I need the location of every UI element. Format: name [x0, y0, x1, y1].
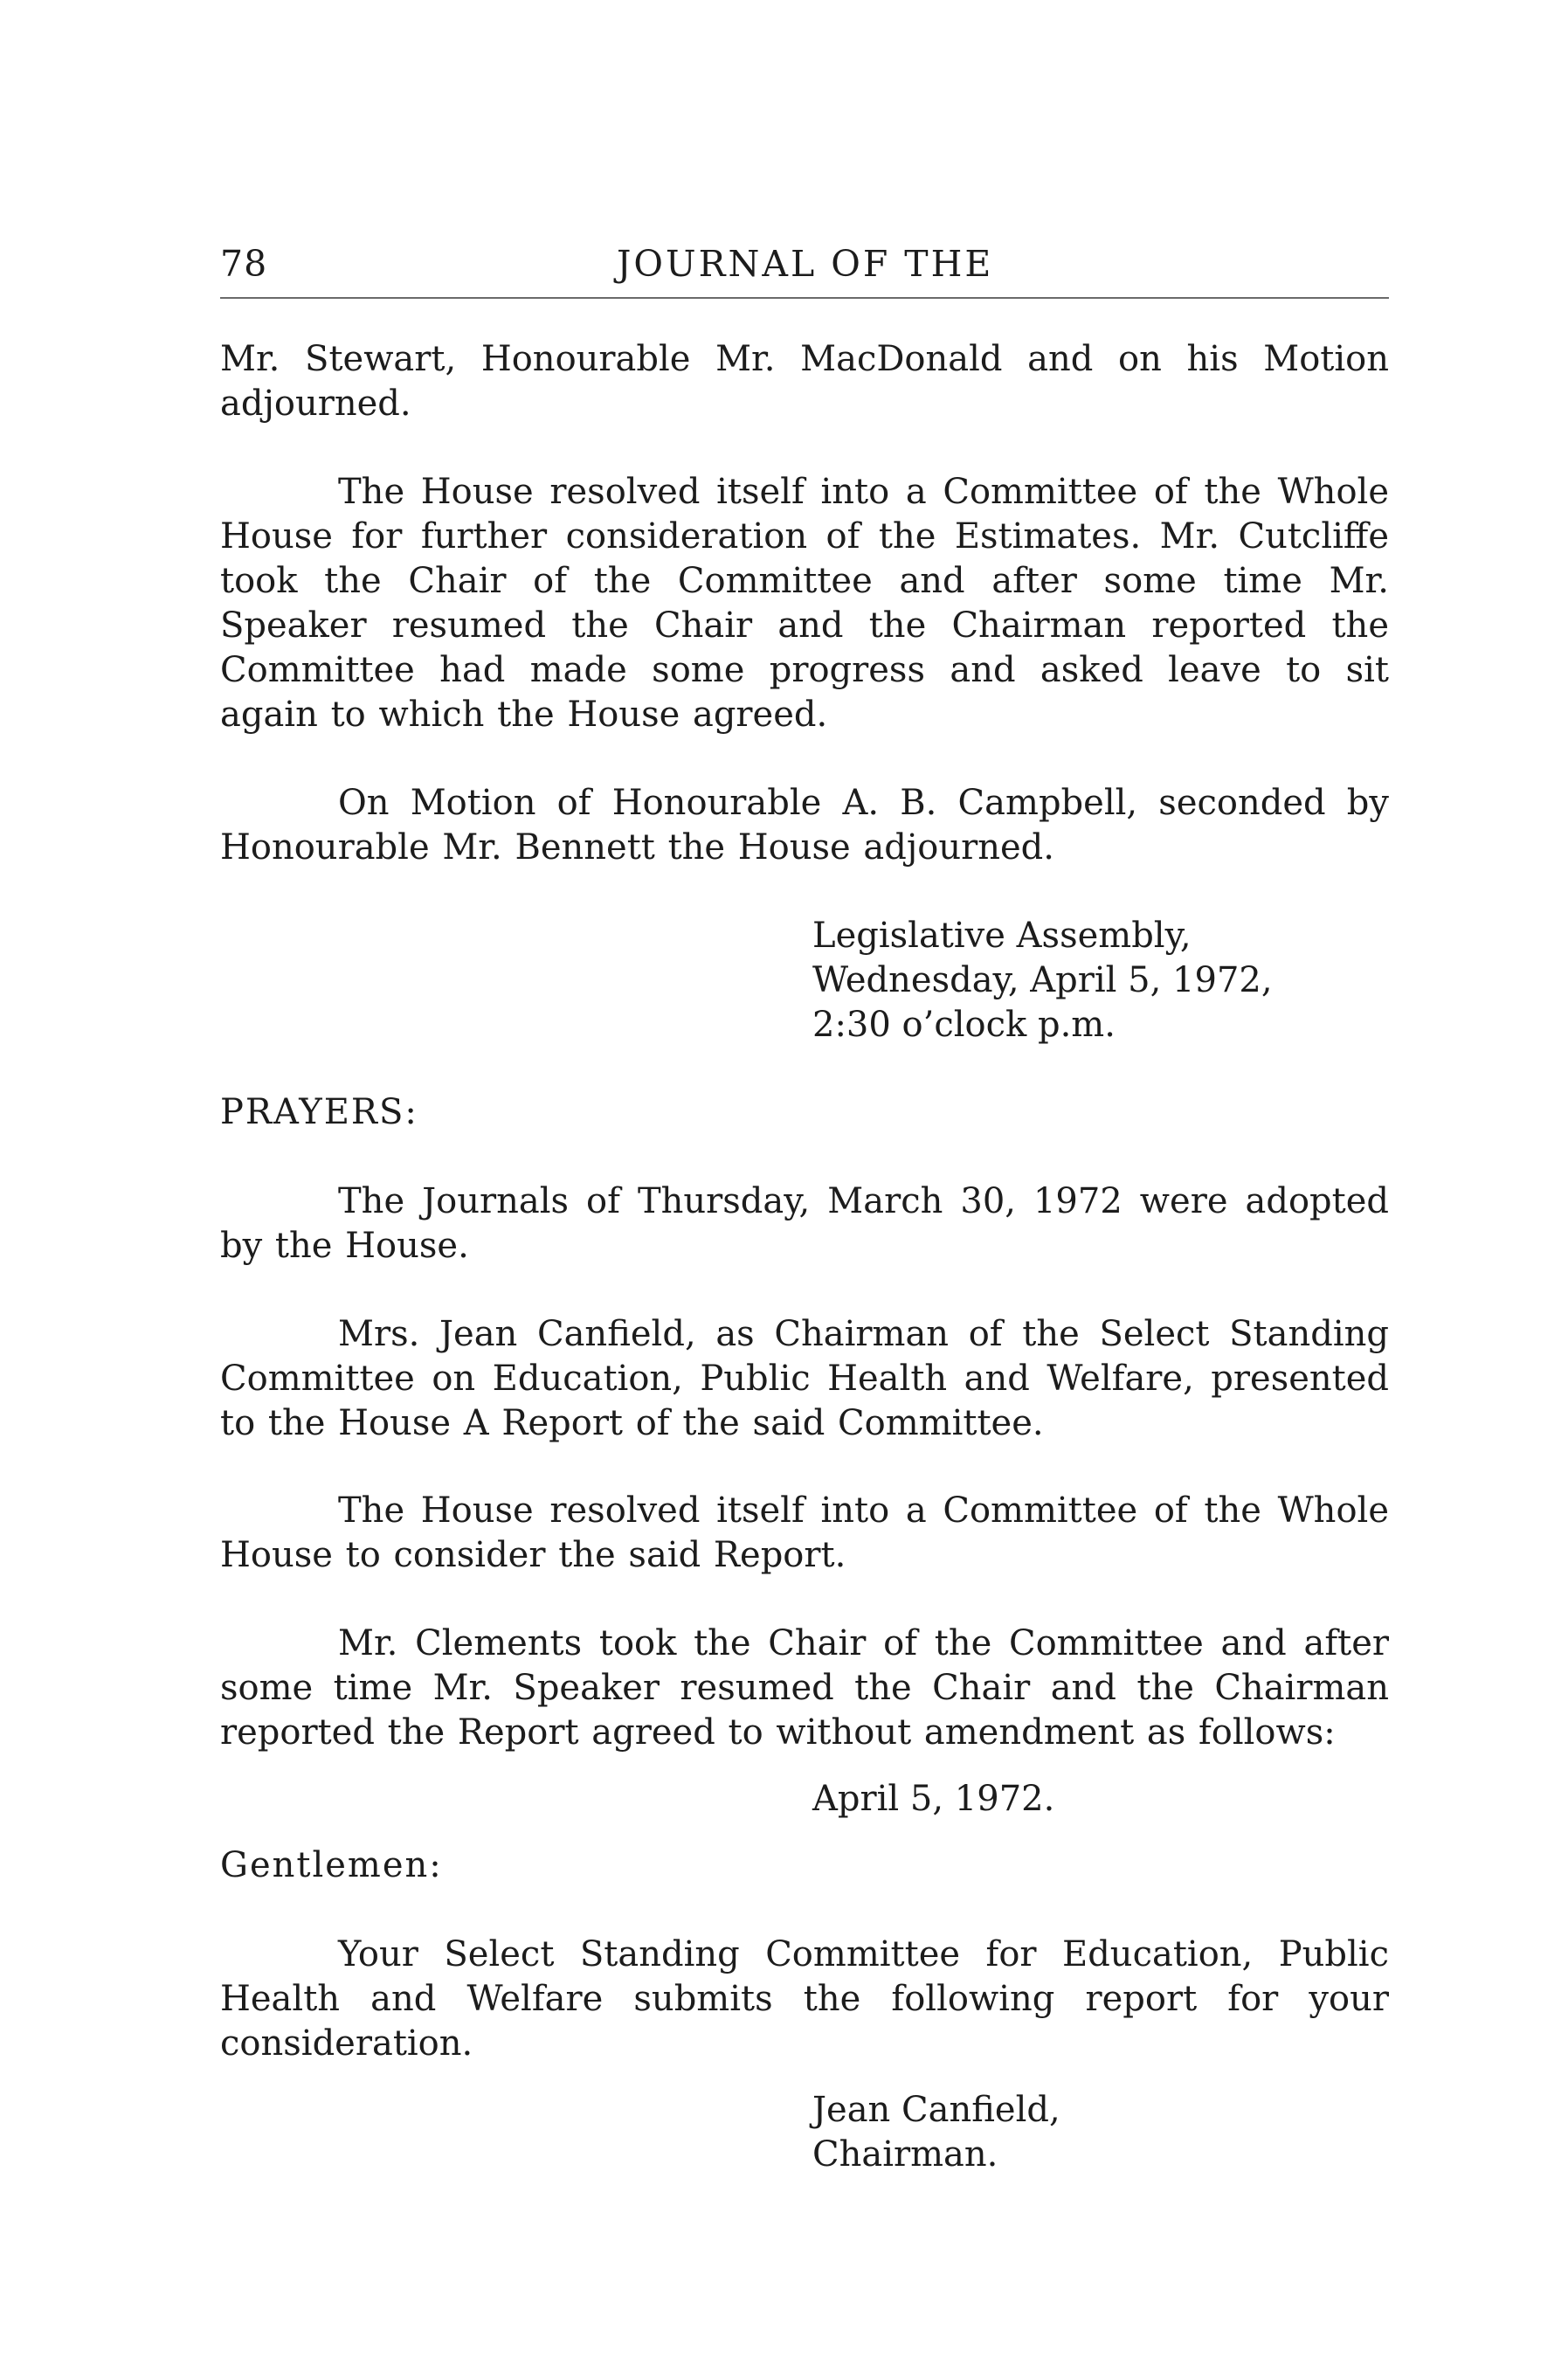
paragraph-committee-report: The House resolved itself into a Committee of the Whole House to consider the said Report. [220, 1490, 1389, 1575]
page-header [220, 243, 1389, 295]
dateline-date: Wednesday, April 5, 1972, [812, 960, 1273, 1000]
report-date: April 5, 1972. [812, 1779, 1055, 1819]
dateline-time: 2:30 o’clock p.m. [812, 1005, 1116, 1045]
paragraph-committee-estimates: The House resolved itself into a Committee of the Whole House for further consideration of the Estimates. Mr. Cutcliffe took the Chair of the Committee and after some time Mr. Speaker resumed the Chair and the Chairman reported the Committee had made some progress and asked leave to sit again to which the House agreed. [220, 472, 1389, 735]
prayers-label: PRAYERS: [220, 1092, 418, 1132]
header-rule [220, 297, 1389, 299]
paragraph-report-agreed: Mr. Clements took the Chair of the Committee and after some time Mr. Speaker resumed the Chair and the Chairman reported the Report agreed to without amendment as follows: [220, 1623, 1389, 1753]
salutation: Gentlemen: [220, 1845, 443, 1885]
paragraph-report-body: Your Select Standing Committee for Education, Public Health and Welfare submits the following report for your consideration. [220, 1934, 1389, 2064]
signature-block [812, 2088, 1060, 2177]
signature-name: Jean Canfield, [812, 2090, 1060, 2130]
paragraph-continued: Mr. Stewart, Honourable Mr. MacDonald and on his Motion adjourned. [220, 339, 1389, 424]
paragraph-journals-adopted: The Journals of Thursday, March 30, 1972 were adopted by the House. [220, 1181, 1389, 1266]
paragraph-report-presented: Mrs. Jean Canfield, as Chairman of the Select Standing Committee on Education, Public Health and Welfare, presented to the House A Report of the said Committee. [220, 1314, 1389, 1443]
paragraph-adjournment-motion: On Motion of Honourable A. B. Campbell, seconded by Honourable Mr. Bennett the House adjourned. [220, 783, 1389, 868]
dateline [812, 914, 1273, 1048]
signature-title: Chairman. [812, 2134, 998, 2175]
page-number: 78 [220, 243, 268, 285]
dateline-assembly: Legislative Assembly, [812, 916, 1192, 956]
running-title: JOURNAL OF THE [617, 243, 994, 285]
